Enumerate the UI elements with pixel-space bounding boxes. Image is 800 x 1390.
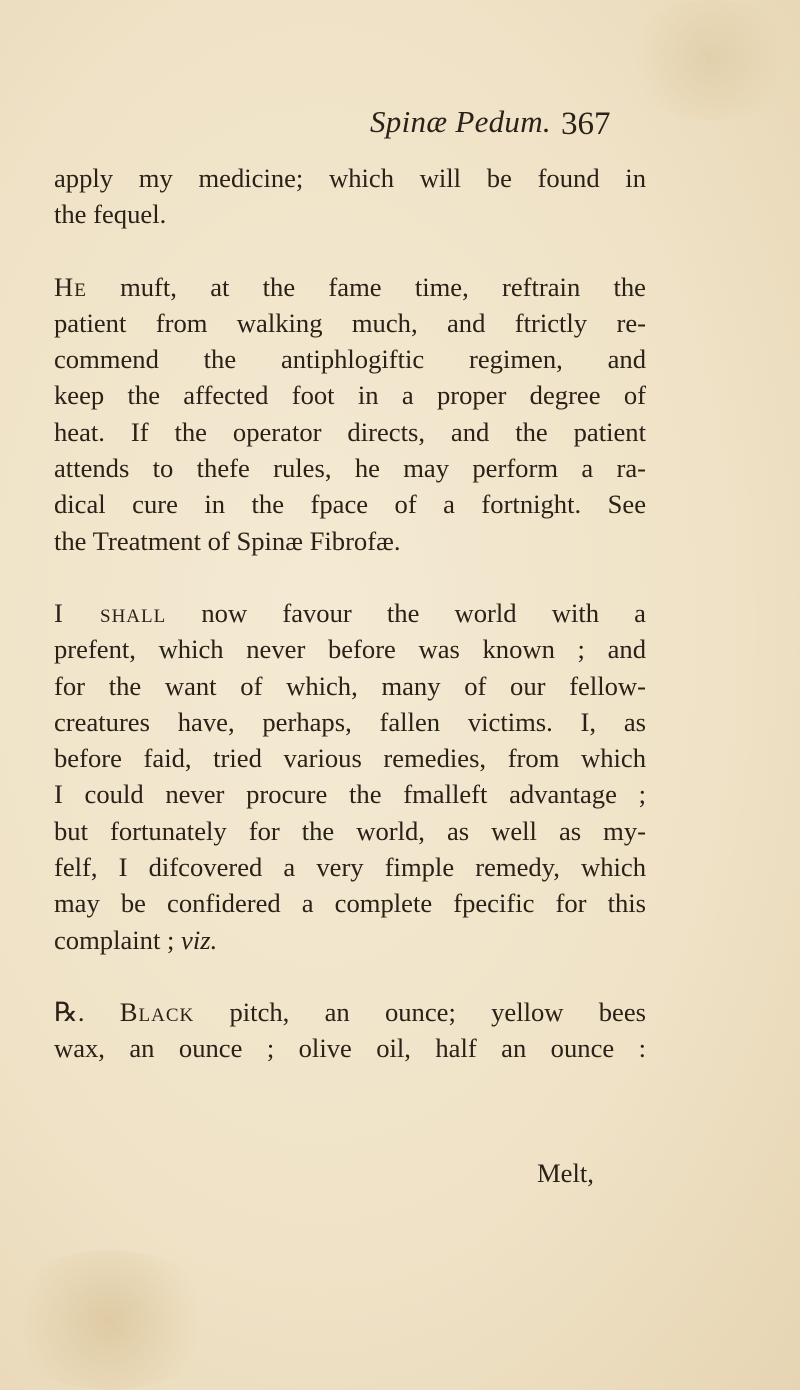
text-line: now favour the world with a <box>166 597 646 628</box>
recipe-symbol: ℞. <box>54 996 85 1027</box>
small-caps-lead: I shall <box>54 597 167 628</box>
text-line-last: the Treatment of Spinæ Fibrofæ. <box>54 525 401 556</box>
text-line: patient from walking much, and ftrictly re- <box>54 307 646 338</box>
text-line: may be confidered a complete fpecific for this <box>54 888 646 919</box>
text-line: keep the affected foot in a proper degree of <box>54 380 646 411</box>
body-text <box>54 160 646 1067</box>
text-line: heat. If the operator directs, and the patient <box>54 416 646 447</box>
text-line: but fortunately for the world, as well as my- <box>54 815 646 846</box>
text-line-last <box>54 922 646 958</box>
page-header <box>0 100 800 150</box>
text-fragment: complaint ; <box>54 924 182 955</box>
text-line: I could never procure the fmalleft advantage ; <box>54 779 646 810</box>
paragraph-2 <box>54 269 646 559</box>
text-line: prefent, which never before was known ; and <box>54 634 646 665</box>
paragraph-4-recipe <box>54 994 646 1067</box>
paragraph-1 <box>54 160 646 233</box>
italic-viz: viz. <box>181 924 218 955</box>
paper-stain <box>0 1250 220 1390</box>
text-line: creatures have, perhaps, fallen victims. I, as <box>54 706 646 737</box>
text-line: attends to thefe rules, he may perform a ra- <box>54 453 646 484</box>
text-line: dical cure in the fpace of a fortnight. See <box>54 489 646 520</box>
line-1 <box>54 994 646 1030</box>
text-line: apply my medicine; which will be found in <box>54 163 646 193</box>
page-number: 367 <box>561 106 611 142</box>
small-caps-lead: He <box>54 271 87 302</box>
text-line: felf, I difcovered a very fimple remedy, which <box>54 852 646 883</box>
line-1 <box>54 269 646 305</box>
text-line: wax, an ounce ; olive oil, half an ounce : <box>54 1033 646 1064</box>
paragraph-3 <box>54 595 646 958</box>
text-line: before faid, tried various remedies, from which <box>54 743 646 774</box>
line-1 <box>54 595 646 631</box>
catchword: Melt, <box>537 1158 594 1188</box>
text-line-last: the fequel. <box>54 199 167 230</box>
text-line: muft, at the fame time, reftrain the <box>86 271 646 302</box>
small-caps-lead: Black <box>119 996 195 1027</box>
text-line: pitch, an ounce; yellow bees <box>194 996 646 1027</box>
running-title: Spinæ Pedum. <box>370 104 551 139</box>
text-line: for the want of which, many of our fellow- <box>54 670 646 701</box>
text-line: commend the antiphlogiftic regimen, and <box>54 344 646 375</box>
